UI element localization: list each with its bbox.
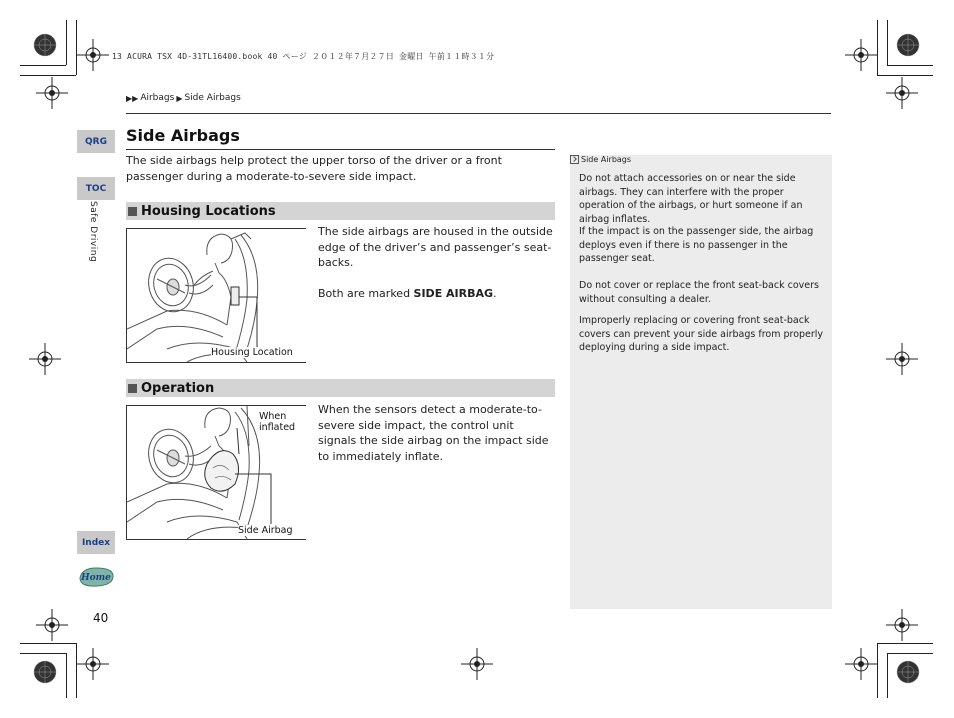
housing-paragraph-1: The side airbags are housed in the outside edge of the driver’s and passenger’s seat-backs. (318, 225, 553, 269)
notes-heading (570, 155, 631, 164)
index-button[interactable]: Index (77, 531, 115, 554)
home-label: Home (81, 573, 111, 583)
breadcrumb-item-side-airbags[interactable]: Side Airbags (184, 93, 241, 103)
section-bullet-icon (128, 384, 137, 393)
section-label: Safe Driving (88, 201, 98, 263)
note-paragraph-1: Do not attach accessories on or near the side airbags. They can interfere with the proper operation of the airbags, or hurt someone if an airbag inflates. (579, 173, 803, 225)
housing-p2-suffix: . (493, 286, 497, 300)
operation-section-heading (126, 379, 555, 397)
when-inflated-label: When inflated (259, 411, 305, 433)
seat-illustration (127, 229, 306, 362)
cross-reference-icon (570, 155, 579, 164)
housing-heading-text: Housing Locations (141, 203, 276, 219)
notes-heading-text[interactable]: Side Airbags (581, 155, 632, 164)
housing-p2-prefix: Both are marked (318, 286, 414, 300)
note-paragraph-4: Improperly replacing or covering front seat-back covers can prevent your side airbags from properly deploying during a side impact. (579, 315, 824, 353)
note-paragraph-2: If the impact is on the passenger side, the airbag deploys even if there is no passenger in the passenger seat. (579, 226, 814, 264)
toc-button[interactable]: TOC (77, 177, 115, 200)
operation-heading-text: Operation (141, 380, 215, 396)
home-icon (77, 565, 115, 589)
notes-panel (570, 155, 832, 609)
page-title: Side Airbags (126, 126, 240, 145)
home-button[interactable] (77, 565, 115, 589)
breadcrumb (126, 93, 241, 103)
housing-location-label: Housing Location (211, 347, 293, 358)
note-paragraph-3: Do not cover or replace the front seat-back covers without consulting a dealer. (579, 280, 819, 305)
side-airbag-marking: SIDE AIRBAG (413, 286, 494, 300)
breadcrumb-arrow-icon: ▶▶ (126, 93, 139, 103)
section-bullet-icon (128, 207, 137, 216)
breadcrumb-arrow-icon: ▶ (176, 93, 183, 103)
operation-text: When the sensors detect a moderate-to-severe side impact, the control unit signals the side airbag on the impact side to immediately inflate. (318, 403, 549, 463)
intro-text: The side airbags help protect the upper torso of the driver or a front passenger during a moderate-to-severe side impact. (126, 154, 502, 183)
page-number: 40 (93, 611, 109, 625)
housing-section-heading (126, 202, 555, 220)
housing-figure (126, 228, 306, 363)
header-rule (126, 113, 831, 114)
title-rule (126, 149, 555, 150)
breadcrumb-item-airbags[interactable]: Airbags (140, 93, 175, 103)
print-header: 13 ACURA TSX 4D-31TL16400.book 40 ページ ２０１２年７月２７日 金曜日 午前１１時３１分 (112, 52, 495, 61)
qrg-button[interactable]: QRG (77, 130, 115, 153)
side-airbag-label: Side Airbag (238, 525, 293, 536)
operation-figure (126, 405, 306, 540)
housing-text (318, 224, 553, 301)
housing-paragraph-2 (318, 286, 553, 302)
